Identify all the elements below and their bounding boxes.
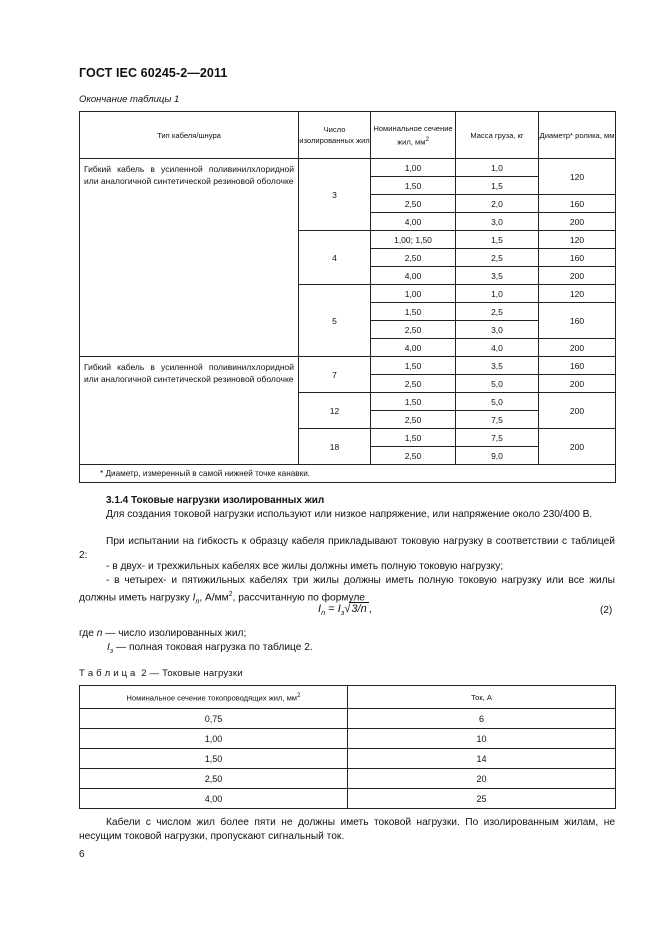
t1-mass: 1,0 <box>456 285 539 303</box>
t1-mass: 5,0 <box>456 375 539 393</box>
t2-section: 1,00 <box>80 729 348 749</box>
page-number: 6 <box>79 849 85 860</box>
t1-header-type: Тип кабеля/шнура <box>80 112 299 159</box>
t2-header-section: Номинальное сечение токопроводящих жил, $мм^2$ <box>80 686 348 709</box>
t1-mass: 3,0 <box>456 213 539 231</box>
t1-diameter: 120 <box>539 231 616 249</box>
t1-diameter: 200 <box>539 339 616 357</box>
t2-current: 10 <box>348 729 616 749</box>
t1-cores: 12 <box>299 393 371 429</box>
t1-section: 2,50 <box>371 195 456 213</box>
t1-diameter: 200 <box>539 213 616 231</box>
t1-diameter: 120 <box>539 285 616 303</box>
paragraph-closing: Кабели с числом жил более пяти не должны иметь токовой нагрузки. По изолированным жилам, не несущим токовой нагрузки, пропускают сигнальный ток. <box>79 817 615 842</box>
t2-current: 25 <box>348 789 616 809</box>
t1-mass: 7,5 <box>456 411 539 429</box>
paragraph-load: При испытании на гибкость к образцу кабеля прикладывают токовую нагрузку в соответствии с таблицей 2: <box>79 536 615 561</box>
paragraph-two-three-core: - в двух- и трехжильных кабелях все жилы должны иметь полную токовую нагрузку; <box>106 561 504 572</box>
t2-section: 4,00 <box>80 789 348 809</box>
t1-type-cell: Гибкий кабель в усиленной поливинилхлоридной или аналогичной синтетической резиновой оболочке <box>80 159 299 357</box>
t1-diameter: 200 <box>539 375 616 393</box>
t1-mass: 3,5 <box>456 267 539 285</box>
section-heading: 3.1.4 Токовые нагрузки изолированных жил <box>106 495 325 506</box>
t1-diameter: 200 <box>539 429 616 465</box>
t2-header-current: Ток, А <box>348 686 616 709</box>
t1-mass: 9,0 <box>456 447 539 465</box>
where-iz: $I_з$ — полная токовая нагрузка по таблице 2. <box>107 642 313 656</box>
t1-cores: 7 <box>299 357 371 393</box>
t1-header-mass: Масса груза, кг <box>456 112 539 159</box>
table1 <box>79 111 616 483</box>
t1-type-cell: Гибкий кабель в усиленной поливинилхлоридной или аналогичной синтетической резиновой оболочке <box>80 357 299 465</box>
t2-section: 2,50 <box>80 769 348 789</box>
t1-diameter: 120 <box>539 159 616 195</box>
t1-section: 2,50 <box>371 447 456 465</box>
t1-section: 2,50 <box>371 321 456 339</box>
t2-section: 1,50 <box>80 749 348 769</box>
t1-mass: 5,0 <box>456 393 539 411</box>
document-header: ГОСТ IEC 60245-2—2011 <box>79 66 228 80</box>
t1-diameter: 200 <box>539 393 616 429</box>
t1-mass: 3,0 <box>456 321 539 339</box>
t1-cores: 18 <box>299 429 371 465</box>
t1-section: 1,50 <box>371 357 456 375</box>
t1-section: 1,50 <box>371 429 456 447</box>
t1-section: 2,50 <box>371 411 456 429</box>
t1-diameter: 200 <box>539 267 616 285</box>
t1-mass: 2,5 <box>456 249 539 267</box>
t1-section: 1,00 <box>371 285 456 303</box>
t1-section: 1,00; 1,50 <box>371 231 456 249</box>
t1-mass: 2,0 <box>456 195 539 213</box>
t1-diameter: 160 <box>539 249 616 267</box>
t1-mass: 3,5 <box>456 357 539 375</box>
t1-mass: 1,5 <box>456 231 539 249</box>
table2 <box>79 685 616 809</box>
t1-mass: 1,5 <box>456 177 539 195</box>
t1-mass: 1,0 <box>456 159 539 177</box>
table2-caption: Т а б л и ц а 2 — Токовые нагрузки <box>79 668 243 679</box>
t1-header-section: Номинальное сечение жил, $мм^2$ <box>371 112 456 159</box>
formula: $I_n = I_з√3/n$ , <box>318 603 372 618</box>
t1-diameter: 160 <box>539 195 616 213</box>
t1-cores: 4 <box>299 231 371 285</box>
t1-section: 1,00 <box>371 159 456 177</box>
t1-diameter: 160 <box>539 357 616 375</box>
t1-section: 4,00 <box>371 339 456 357</box>
t1-section: 4,00 <box>371 213 456 231</box>
t2-current: 14 <box>348 749 616 769</box>
t1-cores: 5 <box>299 285 371 357</box>
where-n: где n — число изолированных жил; <box>79 628 247 639</box>
t1-header-diameter: Диаметр* ролика, мм <box>539 112 616 159</box>
t1-cores: 3 <box>299 159 371 231</box>
paragraph-four-five-core: - в четырех- и пятижильных кабелях три жилы должны иметь полную токовую нагрузку или все жилы должны иметь нагрузку $I_n$, $А/мм^2$, рассчитанную по формуле <box>79 575 615 605</box>
t1-section: 1,50 <box>371 393 456 411</box>
t1-mass: 4,0 <box>456 339 539 357</box>
t1-mass: 2,5 <box>456 303 539 321</box>
t1-section: 1,50 <box>371 177 456 195</box>
t1-section: 2,50 <box>371 375 456 393</box>
t1-section: 2,50 <box>371 249 456 267</box>
t2-current: 6 <box>348 709 616 729</box>
paragraph-voltage: Для создания токовой нагрузки используют или низкое напряжение, или напряжение около 230/400 В. <box>106 509 593 520</box>
table1-caption: Окончание таблицы 1 <box>79 94 180 105</box>
t2-section: 0,75 <box>80 709 348 729</box>
t1-diameter: 160 <box>539 303 616 339</box>
t1-footnote: * Диаметр, измеренный в самой нижней точке канавки. <box>80 465 616 483</box>
t2-current: 20 <box>348 769 616 789</box>
t1-section: 1,50 <box>371 303 456 321</box>
equation-number: (2) <box>600 605 613 616</box>
t1-header-cores: Число изолированных жил <box>299 112 371 159</box>
t1-mass: 7,5 <box>456 429 539 447</box>
t1-section: 4,00 <box>371 267 456 285</box>
